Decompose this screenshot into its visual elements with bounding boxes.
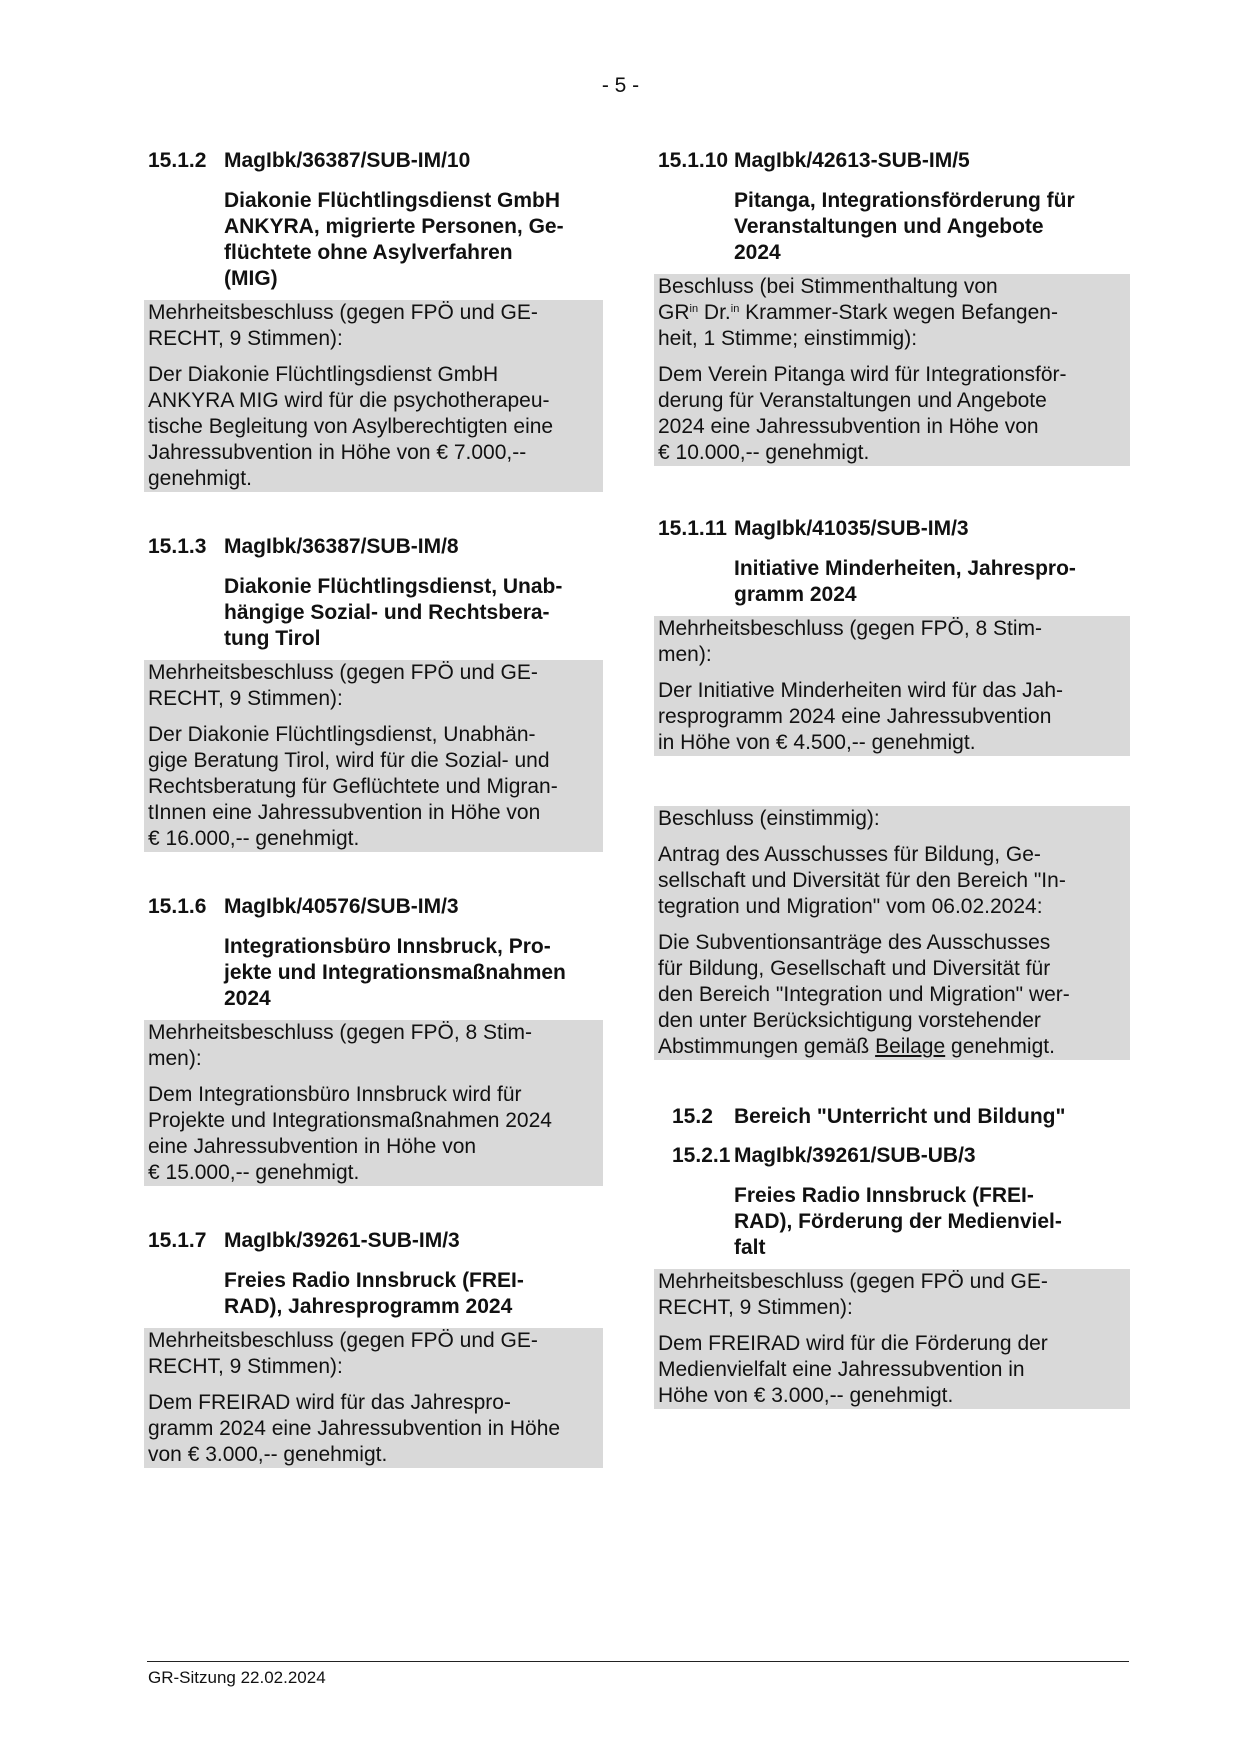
text-line: Rechtsberatung für Geflüchtete und Migran- [148,775,558,798]
item-heading [672,1143,1130,1169]
resolution-box [654,1269,1130,1409]
item-number: 15.1.3 [148,535,207,558]
text-line: € 15.000,-- genehmigt. [148,1161,360,1184]
text-line: Dem FREIRAD wird für die Förderung der [658,1332,1048,1355]
item-code: MagIbk/41035/SUB-IM/3 [734,517,969,540]
item-title [224,1268,603,1320]
resolution-text [148,1082,599,1186]
text-line: ANKYRA MIG wird für die psychotherapeu- [148,389,550,412]
section-title: Bereich "Unterricht und Bildung" [734,1105,1066,1128]
text-line: RECHT, 9 Stimmen): [148,1355,343,1378]
item-code: MagIbk/36387/SUB-IM/10 [224,149,471,172]
item-number: 15.2.1 [672,1144,731,1167]
text-line: eine Jahressubvention in Höhe von [148,1135,477,1158]
resolution-box [144,1328,603,1468]
item-heading [148,534,603,560]
text-line: Abstimmungen gemäß [658,1035,870,1058]
title-line: flüchtete ohne Asylverfahren [224,241,513,264]
resolution-box [654,274,1130,466]
resolution-text [148,1390,599,1468]
antrag-text [658,842,1126,920]
text-line: men): [658,643,712,666]
resolution-text [658,362,1126,466]
gr-label: GR [658,301,690,324]
text-line: Dem Integrationsbüro Innsbruck wird für [148,1083,522,1106]
resolution-box [144,660,603,852]
text-line: gige Beratung Tirol, wird für die Sozial- und [148,749,550,772]
resolution-text [658,930,1126,1060]
resolution-box [654,616,1130,756]
text-line: Beschluss (bei Stimmenthaltung von [658,275,998,298]
text-line: den unter Berücksichtigung vorstehender [658,1009,1041,1032]
text-line: derung für Veranstaltungen und Angebote [658,389,1047,412]
text-line: Dem Verein Pitanga wird für Integrationsför- [658,363,1067,386]
text-line: genehmigt. [951,1035,1055,1058]
title-line: hängige Sozial- und Rechtsbera- [224,601,550,624]
item-number: 15.1.2 [148,149,207,172]
item-heading [148,1228,603,1254]
title-line: jekte und Integrationsmaßnahmen [224,961,566,984]
text-line: tische Begleitung von Asylberechtigten eine [148,415,554,438]
text-line: Der Diakonie Flüchtlingsdienst, Unabhän- [148,723,536,746]
right-column [658,148,1130,1409]
vote-result [658,274,1126,352]
text-line: tInnen eine Jahressubvention in Höhe von [148,801,541,824]
title-line: (MIG) [224,267,278,290]
text-line: in Höhe von € 4.500,-- genehmigt. [658,731,976,754]
text-line: Mehrheitsbeschluss (gegen FPÖ und GE- [148,661,538,684]
title-line: Diakonie Flüchtlingsdienst GmbH [224,189,561,212]
gender-suffix: in [689,303,699,315]
text-line: Mehrheitsbeschluss (gegen FPÖ und GE- [658,1270,1048,1293]
item-heading [658,516,1130,542]
text-line: genehmigt. [148,467,252,490]
item-code: MagIbk/40576/SUB-IM/3 [224,895,459,918]
title-line: RAD), Förderung der Medienviel- [734,1210,1062,1233]
item-title [734,1183,1130,1261]
title-line: 2024 [224,987,271,1010]
item-title [224,574,603,652]
text-line: Antrag des Ausschusses für Bildung, Ge- [658,843,1041,866]
title-line: falt [734,1236,766,1259]
resolution-text [658,1331,1126,1409]
text-line: Jahressubvention in Höhe von € 7.000,-- [148,441,527,464]
text-line: den Bereich "Integration und Migration" wer- [658,983,1070,1006]
title-line: Freies Radio Innsbruck (FREI- [224,1269,524,1292]
text-line: 2024 eine Jahressubvention in Höhe von [658,415,1039,438]
title-line: Freies Radio Innsbruck (FREI- [734,1184,1034,1207]
footer-text: GR-Sitzung 22.02.2024 [148,1668,326,1687]
text-line: € 16.000,-- genehmigt. [148,827,360,850]
vote-result [148,300,599,352]
text-line: Mehrheitsbeschluss (gegen FPÖ und GE- [148,1329,538,1352]
item-title [224,934,603,1012]
text-line: Die Subventionsanträge des Ausschusses [658,931,1051,954]
text-line: Krammer-Stark wegen Befangen- [745,301,1058,324]
item-heading [148,894,603,920]
text-line: € 10.000,-- genehmigt. [658,441,870,464]
text-line: RECHT, 9 Stimmen): [658,1296,853,1319]
text-line: von € 3.000,-- genehmigt. [148,1443,388,1466]
vote-result [148,1020,599,1072]
text-line: Mehrheitsbeschluss (gegen FPÖ, 8 Stim- [658,617,1042,640]
title-line: gramm 2024 [734,583,857,606]
agenda-item-15-1-6 [148,894,603,1186]
agenda-item-15-1-10 [658,148,1130,466]
text-line: sellschaft und Diversität für den Bereich "In- [658,869,1066,892]
title-line: Integrationsbüro Innsbruck, Pro- [224,935,551,958]
left-column [148,148,603,1468]
agenda-item-15-2-1 [658,1143,1130,1409]
agenda-item-15-1-11 [658,516,1130,756]
text-line: RECHT, 9 Stimmen): [148,687,343,710]
vote-result [658,1269,1126,1321]
text-line: gramm 2024 eine Jahressubvention in Höhe [148,1417,561,1440]
page-number: - 5 - [601,74,640,97]
text-line: Der Diakonie Flüchtlingsdienst GmbH [148,363,499,386]
title-line: Veranstaltungen und Angebote [734,215,1044,238]
text-line: resprogramm 2024 eine Jahressubvention [658,705,1052,728]
title-line: RAD), Jahresprogramm 2024 [224,1295,513,1318]
item-title [734,556,1130,608]
item-number: 15.1.6 [148,895,207,918]
title-line: ANKYRA, migrierte Personen, Ge- [224,215,564,238]
title-line: tung Tirol [224,627,321,650]
text-line: Medienvielfalt eine Jahressubvention in [658,1358,1025,1381]
item-code: MagIbk/36387/SUB-IM/8 [224,535,459,558]
item-heading [148,148,603,174]
resolution-box [144,1020,603,1186]
text-line: Höhe von € 3.000,-- genehmigt. [658,1384,954,1407]
text-line: Mehrheitsbeschluss (gegen FPÖ, 8 Stim- [148,1021,532,1044]
footer-divider [147,1661,1129,1662]
item-title [224,188,603,292]
beilage-link[interactable]: Beilage [875,1035,946,1058]
vote-result [658,616,1126,668]
title-line: 2024 [734,241,781,264]
resolution-text [148,722,599,852]
text-line: Dem FREIRAD wird für das Jahrespro- [148,1391,511,1414]
text-line: für Bildung, Gesellschaft und Diversität für [658,957,1051,980]
text-line: heit, 1 Stimme; einstimmig): [658,327,918,350]
resolution-box [144,300,603,492]
title-line: Diakonie Flüchtlingsdienst, Unab- [224,575,563,598]
text-line: RECHT, 9 Stimmen): [148,327,343,350]
title-line: Pitanga, Integrationsförderung für [734,189,1075,212]
vote-result: Beschluss (einstimmig): [658,807,880,830]
text-line: tegration und Migration" vom 06.02.2024: [658,895,1043,918]
agenda-item-15-1-3 [148,534,603,852]
text-line: Der Initiative Minderheiten wird für das Jah- [658,679,1064,702]
resolution-text [148,362,599,492]
agenda-item-15-1-7 [148,1228,603,1468]
text-line: Mehrheitsbeschluss (gegen FPÖ und GE- [148,301,538,324]
section-number: 15.2 [672,1105,713,1128]
title-line: Initiative Minderheiten, Jahrespro- [734,557,1076,580]
gender-suffix: in [730,303,740,315]
item-title [734,188,1130,266]
section-heading-15-2 [672,1104,1130,1130]
resolution-text [658,678,1126,756]
item-heading [658,148,1130,174]
summary-resolution-box [654,806,1130,1060]
item-number: 15.1.7 [148,1229,207,1252]
text-line: men): [148,1047,202,1070]
item-code: MagIbk/39261-SUB-IM/3 [224,1229,460,1252]
item-code: MagIbk/42613-SUB-IM/5 [734,149,970,172]
agenda-item-15-1-2 [148,148,603,492]
dr-label: Dr. [703,301,731,324]
vote-result [148,660,599,712]
item-code: MagIbk/39261/SUB-UB/3 [734,1144,976,1167]
vote-result [148,1328,599,1380]
item-number: 15.1.11 [658,517,727,540]
text-line: Projekte und Integrationsmaßnahmen 2024 [148,1109,552,1132]
item-number: 15.1.10 [658,149,729,172]
